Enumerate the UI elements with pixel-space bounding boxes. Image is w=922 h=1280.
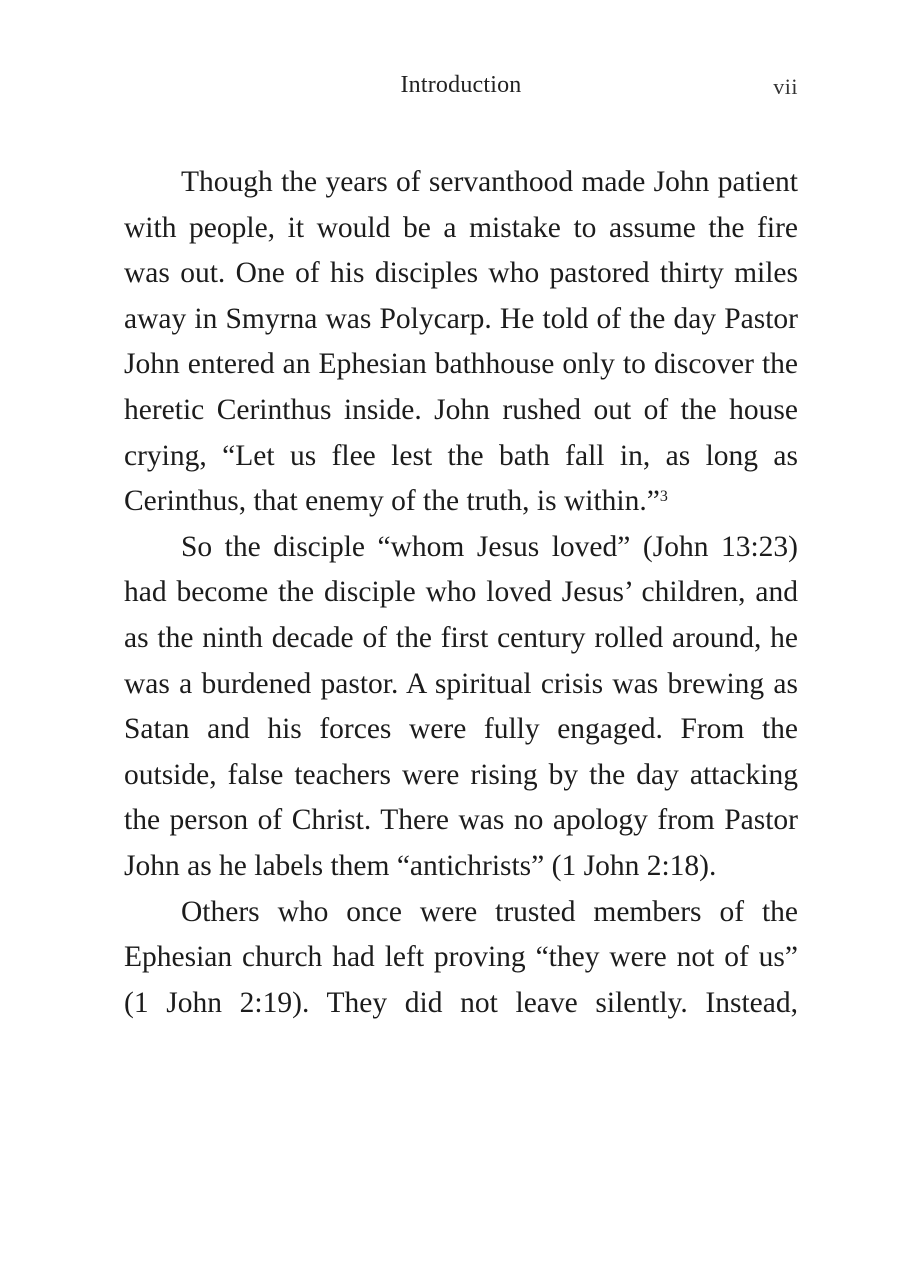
paragraph-3-text: Others who once were trusted members of the Ephesian church had left proving “they were not of us” (1 John 2:19). They did not leave silently. Instead,	[124, 895, 798, 1019]
page-number: vii	[773, 74, 798, 99]
paragraph-3	[124, 890, 798, 1027]
running-title: Introduction	[400, 72, 522, 98]
paragraph-1	[124, 160, 798, 525]
running-header	[0, 72, 922, 104]
body-text	[124, 160, 798, 1026]
paragraph-2	[124, 525, 798, 890]
paragraph-1-text: Though the years of servanthood made John patient with people, it would be a mistake to assume the fire was out. One of his disciples who pastored thirty miles away in Smyrna was Polycarp. He told of the day Pastor John entered an Ephesian bathhouse only to discover the heretic Cerinthus inside. John rushed out of the house crying, “Let us flee lest the bath fall in, as long as Cerinthus, that enemy of the truth, is within.”	[124, 166, 798, 518]
paragraph-2-text: So the disciple “whom Jesus loved” (John 13:23) had become the disciple who loved Jesus’ children, and as the ninth decade of the first century rolled around, he was a burdened pastor. A spiritual crisis was brewing as Satan and his forces were fully engaged. From the outside, false teachers were rising by the day attacking the person of Christ. There was no apology from Pastor John as he labels them “antichrists” (1 John 2:18).	[124, 530, 798, 882]
footnote-reference: 3	[659, 488, 668, 506]
